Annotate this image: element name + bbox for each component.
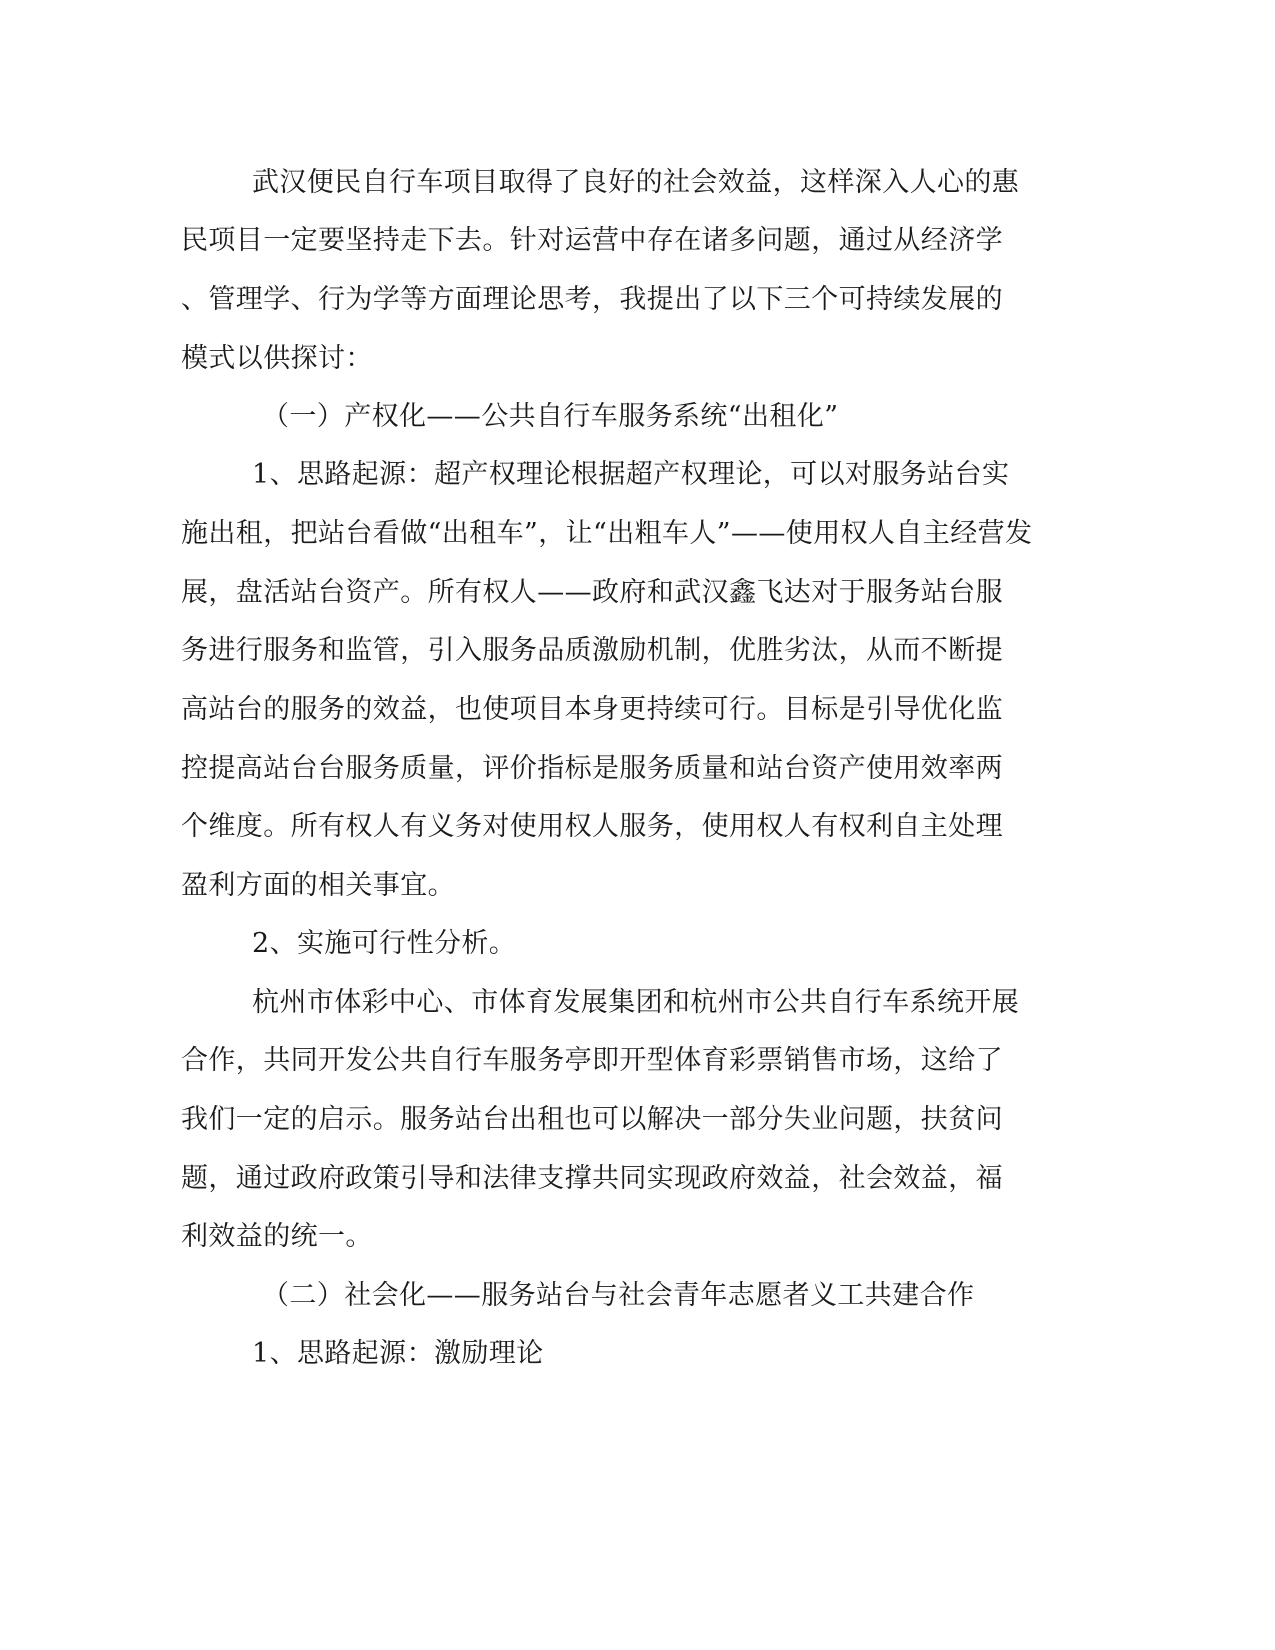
numbered-item-1-second-section: 1、思路起源：激励理论 [252, 1338, 544, 1369]
paragraph-1-line-4: 模式以供探讨： [181, 343, 373, 374]
paragraph-2-line-8: 盈利方面的相关事宜。 [181, 870, 455, 901]
paragraph-1-line-3: 、管理学、行为学等方面理论思考，我提出了以下三个可持续发展的 [181, 284, 1003, 315]
paragraph-2-line-7: 个维度。所有权人有义务对使用权人服务，使用权人有权利自主处理 [181, 811, 1003, 842]
paragraph-2-line-3: 展，盘活站台资产。所有权人——政府和武汉鑫飞达对于服务站台服 [181, 577, 1003, 608]
numbered-item-2: 2、实施可行性分析。 [252, 928, 517, 959]
paragraph-1-line-1: 武汉便民自行车项目取得了良好的社会效益，这样深入人心的惠 [252, 167, 1020, 198]
paragraph-3-line-5: 利效益的统一。 [181, 1221, 373, 1252]
paragraph-3-line-1: 杭州市体彩中心、市体育发展集团和杭州市公共自行车系统开展 [252, 987, 1020, 1018]
section-heading-1: （一）产权化——公共自行车服务系统“出租化” [262, 401, 839, 432]
paragraph-2-line-2: 施出租，把站台看做“出租车”，让“出粗车人”——使用权人自主经营发 [181, 518, 1033, 549]
paragraph-2-line-1: 1、思路起源：超产权理论根据超产权理论，可以对服务站台实 [252, 459, 1010, 490]
section-heading-2: （二）社会化——服务站台与社会青年志愿者义工共建合作 [262, 1280, 975, 1311]
paragraph-2-line-6: 控提高站台台服务质量，评价指标是服务质量和站台资产使用效率两 [181, 753, 1003, 784]
paragraph-3-line-4: 题，通过政府政策引导和法律支撑共同实现政府效益，社会效益，福 [181, 1163, 1003, 1194]
paragraph-2-line-5: 高站台的服务的效益，也使项目本身更持续可行。目标是引导优化监 [181, 694, 1003, 725]
paragraph-3-line-2: 合作，共同开发公共自行车服务亭即开型体育彩票销售市场，这给了 [181, 1045, 1003, 1076]
paragraph-1-line-2: 民项目一定要坚持走下去。针对运营中存在诸多问题，通过从经济学 [181, 225, 1003, 256]
paragraph-2-line-4: 务进行服务和监管，引入服务品质激励机制，优胜劣汰，从而不断提 [181, 635, 1003, 666]
paragraph-3-line-3: 我们一定的启示。服务站台出租也可以解决一部分失业问题，扶贫问 [181, 1104, 1003, 1135]
